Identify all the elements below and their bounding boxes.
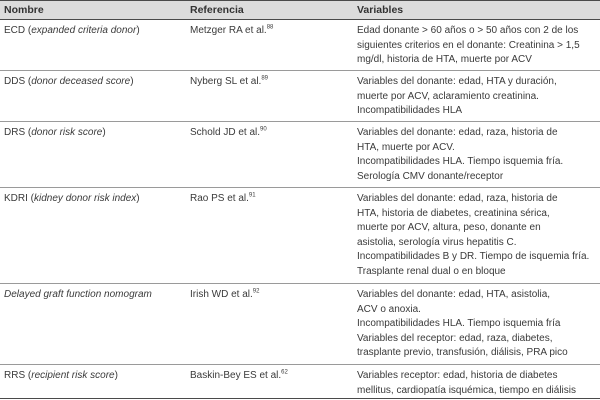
name-full: Delayed graft function nomogram xyxy=(4,289,152,300)
name-abbr: DRS xyxy=(4,127,26,138)
table-row-drs xyxy=(0,122,600,188)
variables-line: Incompatibilidades HLA xyxy=(357,105,463,117)
name-abbr: DDS xyxy=(4,76,26,87)
row-reference xyxy=(190,369,288,384)
variables-line: ACV o anoxia. xyxy=(357,303,421,315)
name-abbr: KDRI xyxy=(4,193,28,204)
reference-number: 91 xyxy=(248,192,256,199)
table-row-rrs xyxy=(0,365,600,399)
name-full: recipient risk score xyxy=(31,370,115,381)
variables-line: Incompatibilidades HLA. Tiempo isquemia fría. xyxy=(357,156,564,168)
reference-number: 88 xyxy=(266,24,274,31)
name-full: kidney donor risk index xyxy=(34,193,137,204)
variables-line: asistolia, serología virus hepatitis C. xyxy=(357,236,517,248)
reference-text: Schold JD et al. xyxy=(190,127,261,138)
variables-line: muerte por ACV, aclaramiento creatinina. xyxy=(357,90,539,102)
variables-line: Edad donante > 60 años o > 50 años con 2 de los xyxy=(357,25,579,36)
table-row-dds xyxy=(0,71,600,122)
row-name: RRS (recipient risk score) xyxy=(4,370,118,381)
row-reference xyxy=(190,75,268,90)
row-reference xyxy=(190,288,259,303)
row-name: DRS (donor risk score) xyxy=(4,127,106,138)
row-variables xyxy=(357,75,557,119)
variables-line: HTA, historia de diabetes, creatinina sérica, xyxy=(357,207,550,219)
variables-line: Incompatibilidades HLA. Tiempo isquemia fría xyxy=(357,318,561,330)
reference-number: 90 xyxy=(260,126,267,133)
row-variables xyxy=(357,192,589,280)
name-abbr: RRS xyxy=(4,370,26,381)
variables-line: trasplante previo, transfusión, diálisis, PRA pico xyxy=(357,347,568,359)
reference-text: Baskin-Bey ES et al. xyxy=(190,370,282,381)
reference-number: 92 xyxy=(252,288,260,295)
variables-line: mellitus, cardiopatía isquémica, tiempo en diálisis xyxy=(357,384,576,396)
table-bottom-rule xyxy=(0,398,600,399)
name-full: donor risk score xyxy=(31,127,103,138)
header-nombre: Nombre xyxy=(4,4,44,16)
row-reference xyxy=(190,24,273,39)
variables-line: Variables del donante: edad, HTA y duración, xyxy=(357,76,557,87)
variables-line: mg/dl, historia de HTA, muerte por ACV xyxy=(357,54,532,66)
header-referencia: Referencia xyxy=(190,4,244,16)
reference-text: Irish WD et al. xyxy=(190,289,253,300)
name-full: donor deceased score xyxy=(31,76,131,87)
variables-line: Incompatibilidades B y DR. Tiempo de isquemia fría. xyxy=(357,251,590,263)
header-variables: Variables xyxy=(357,4,404,16)
row-variables xyxy=(357,24,580,68)
name-abbr: ECD xyxy=(4,25,26,36)
variables-line: Variables del donante: edad, raza, historia de xyxy=(357,193,558,204)
variables-line: Variables receptor: edad, historia de diabetes xyxy=(357,370,558,381)
reference-text: Rao PS et al. xyxy=(190,193,249,204)
row-variables xyxy=(357,369,576,398)
name-full: expanded criteria donor xyxy=(31,25,137,36)
row-name xyxy=(4,288,152,303)
variables-line: siguientes criterios en el donante: Creatinina > 1,5 xyxy=(357,39,580,51)
variables-line: Variables del receptor: edad, raza, diabetes, xyxy=(357,332,553,344)
reference-text: Nyberg SL et al. xyxy=(190,76,262,87)
row-variables xyxy=(357,288,568,361)
table-row-ecd xyxy=(0,20,600,71)
row-reference xyxy=(190,126,267,141)
variables-line: Serología CMV donante/receptor xyxy=(357,170,504,182)
table-row-dgf-nomogram xyxy=(0,284,600,365)
table-header xyxy=(0,0,600,20)
table-row-kdri xyxy=(0,188,600,284)
variables-line: muerte por ACV, altura, peso, donante en xyxy=(357,222,541,234)
row-name: KDRI (kidney donor risk index) xyxy=(4,193,140,204)
reference-number: 62 xyxy=(281,369,288,376)
row-reference xyxy=(190,192,256,207)
reference-number: 89 xyxy=(261,75,269,82)
variables-line: Variables del donante: edad, HTA, asistolia, xyxy=(357,289,551,300)
row-name: ECD (expanded criteria donor) xyxy=(4,25,140,36)
reference-text: Metzger RA et al. xyxy=(190,25,267,36)
row-name: DDS (donor deceased score) xyxy=(4,76,134,87)
row-variables xyxy=(357,126,563,184)
variables-line: Variables del donante: edad, raza, historia de xyxy=(357,127,558,138)
variables-line: HTA, muerte por ACV. xyxy=(357,141,455,153)
variables-line: Trasplante renal dual o en bloque xyxy=(357,265,506,277)
